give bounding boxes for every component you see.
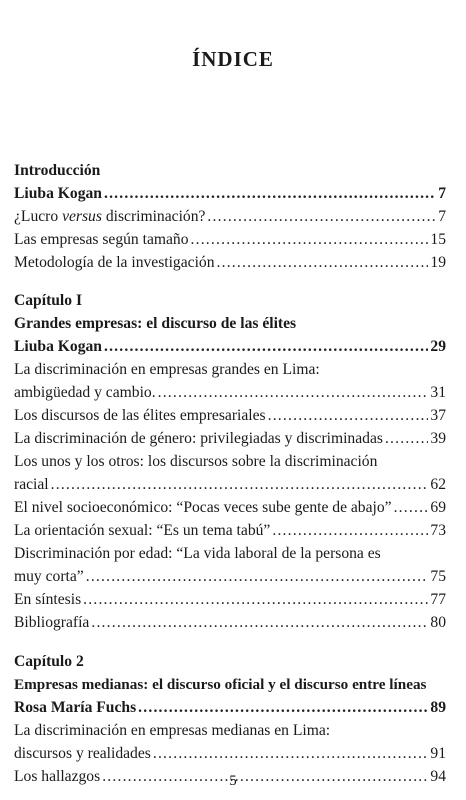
toc-chapter-title-grandes-empresas	[14, 315, 446, 337]
toc-entry-label: La discriminación en empresas medianas en Lima:	[14, 722, 331, 739]
leader-dots	[385, 430, 428, 448]
toc-entry-label: Capítulo I	[14, 292, 83, 309]
leader-dots	[83, 591, 428, 609]
toc-entry-label: Grandes empresas: el discurso de las élites	[14, 315, 297, 332]
leader-dots	[191, 231, 429, 249]
toc-entry-label: Los hallazgos	[14, 768, 101, 785]
toc-entry-label: Bibliografía	[14, 614, 90, 631]
toc-entry-bibliografia[interactable]	[14, 614, 446, 636]
leader-dots	[153, 745, 429, 763]
toc-entry-socioeconomico[interactable]	[14, 499, 446, 521]
toc-entry-edad	[14, 545, 446, 567]
toc-entry-page: 94	[430, 768, 446, 785]
toc-entry-label: Los unos y los otros: los discursos sobre la discriminación	[14, 453, 378, 470]
leader-dots	[91, 614, 428, 632]
emphasis-text: versus	[62, 208, 102, 225]
leader-dots	[86, 568, 429, 586]
toc-entry-label: Liuba Kogan	[14, 338, 102, 355]
toc-entry-empresas-tamano[interactable]	[14, 231, 446, 253]
toc-entry-label: Metodología de la investigación	[14, 254, 215, 271]
toc-heading-introduccion	[14, 162, 446, 184]
toc-entry-muy-corta[interactable]	[14, 568, 446, 590]
toc-entry-genero[interactable]	[14, 430, 446, 452]
page-number: 5	[229, 773, 237, 789]
toc-entry-label: La orientación sexual: “Es un tema tabú”	[14, 522, 271, 539]
toc-entry-lucro-versus[interactable]	[14, 208, 446, 230]
toc-entry-label: discursos y realidades	[14, 745, 151, 762]
toc-entry-page: 75	[430, 568, 446, 585]
toc-entry-label: ambigüedad y cambio.	[14, 384, 156, 401]
toc-entry-label: En síntesis	[14, 591, 82, 608]
toc-entry-sintesis[interactable]	[14, 591, 446, 613]
toc-entry-author-kogan-intro[interactable]	[14, 185, 446, 207]
toc-entry-label: Las empresas según tamaño	[14, 231, 189, 248]
toc-entry-label: Introducción	[14, 162, 101, 179]
leader-dots	[138, 699, 428, 717]
toc-entry-label: Empresas medianas: el discurso oficial y el discurso entre líneas	[14, 676, 427, 693]
toc-entry-discriminacion-medianas	[14, 722, 446, 744]
toc-entry-ambiguedad[interactable]	[14, 384, 446, 406]
toc-heading-capitulo-2	[14, 653, 446, 675]
toc-entry-author-kogan-cap1[interactable]	[14, 338, 446, 360]
leader-dots	[158, 384, 429, 402]
leader-dots	[217, 254, 429, 272]
toc-entry-label: La discriminación en empresas grandes en Lima:	[14, 361, 320, 378]
leader-dots	[207, 208, 436, 226]
toc-entry-label: El nivel socioeconómico: “Pocas veces sube gente de abajo”	[14, 499, 392, 516]
leader-dots	[104, 185, 436, 203]
toc-entry-label: ¿Lucro versus discriminación?	[14, 208, 206, 225]
toc-entry-page: 80	[430, 614, 446, 631]
toc-entry-discriminacion-grandes	[14, 361, 446, 383]
toc-entry-page: 7	[438, 185, 446, 202]
toc-entry-label: Discriminación por edad: “La vida laboral de la persona es	[14, 545, 381, 562]
toc-entry-author-fuchs[interactable]	[14, 699, 446, 721]
toc-heading-capitulo-1	[14, 292, 446, 314]
toc-entry-page: 37	[430, 407, 446, 424]
toc-entry-label: La discriminación de género: privilegiadas y discriminadas	[14, 430, 383, 447]
toc-entry-discursos-elites[interactable]	[14, 407, 446, 429]
toc-entry-racial[interactable]	[14, 476, 446, 498]
toc-entry-page: 91	[430, 745, 446, 762]
toc-entry-label: Los discursos de las élites empresariales	[14, 407, 266, 424]
leader-dots	[268, 407, 429, 425]
toc-entry-page: 39	[430, 430, 446, 447]
toc-entry-orientacion[interactable]	[14, 522, 446, 544]
leader-dots	[394, 499, 429, 517]
toc-entry-page: 89	[430, 699, 446, 716]
toc-entry-page: 69	[430, 499, 446, 516]
toc-entry-label: muy corta”	[14, 568, 84, 585]
toc-chapter-title-medianas	[14, 676, 446, 698]
toc-entry-discursos-realidades[interactable]	[14, 745, 446, 767]
leader-dots	[272, 522, 428, 540]
toc-entry-page: 29	[430, 338, 446, 355]
toc-entry-page: 19	[430, 254, 446, 271]
leader-dots	[51, 476, 429, 494]
toc-entry-label: Capítulo 2	[14, 653, 84, 670]
toc-entry-unos-otros	[14, 453, 446, 475]
toc-entry-metodologia[interactable]	[14, 254, 446, 276]
toc-entry-page: 77	[430, 591, 446, 608]
toc-entry-page: 7	[438, 208, 446, 225]
leader-dots	[104, 338, 428, 356]
toc-entry-label: racial	[14, 476, 49, 493]
toc-entry-page: 62	[430, 476, 446, 493]
toc-entry-page: 73	[430, 522, 446, 539]
page-title: ÍNDICE	[192, 47, 274, 71]
toc-entry-label: Rosa María Fuchs	[14, 699, 137, 716]
toc-entry-label: Liuba Kogan	[14, 185, 102, 202]
toc-entry-page: 31	[430, 384, 446, 401]
toc-entry-page: 15	[430, 231, 446, 248]
